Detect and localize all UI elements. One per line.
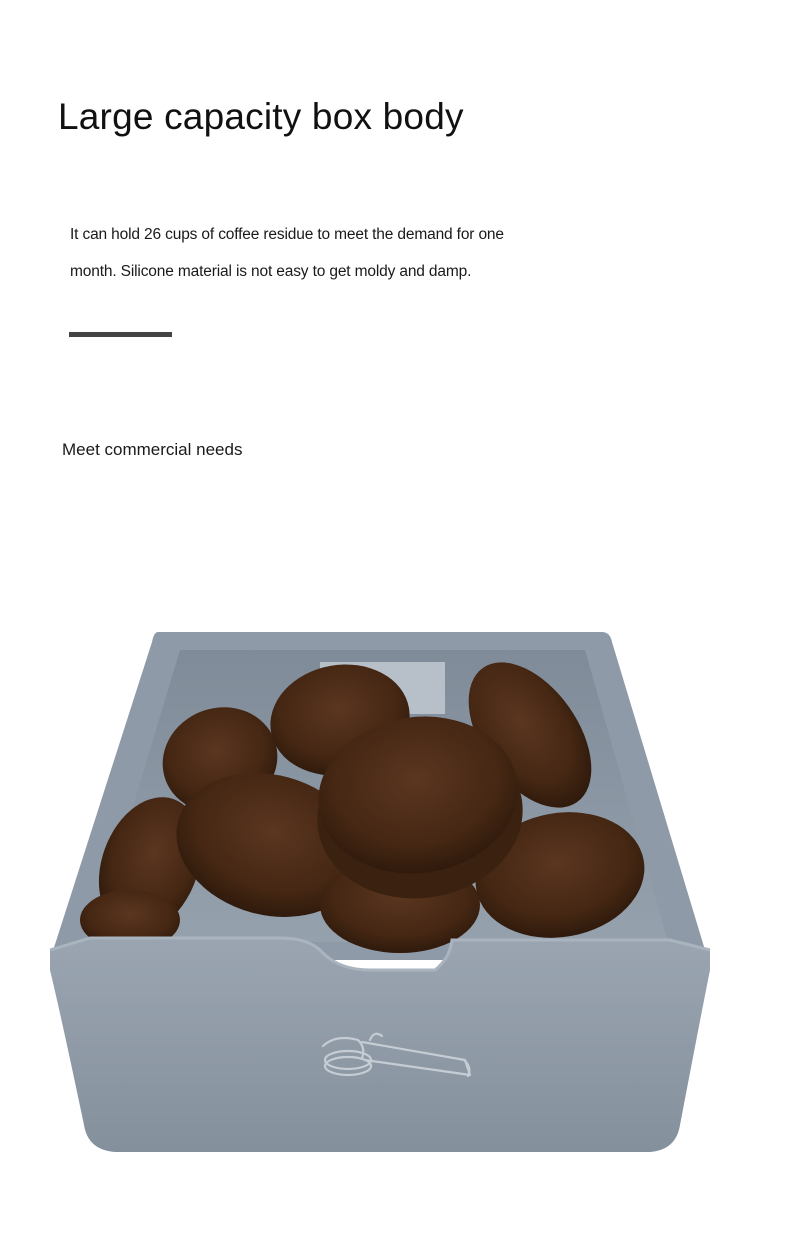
knock-box-product-image <box>40 620 730 1165</box>
page-title: Large capacity box body <box>58 96 464 137</box>
section-subheading: Meet commercial needs <box>62 440 243 459</box>
divider <box>69 332 172 337</box>
product-description: It can hold 26 cups of coffee residue to meet the demand for one month. Silicone material is not easy to get moldy and damp. <box>70 226 504 280</box>
